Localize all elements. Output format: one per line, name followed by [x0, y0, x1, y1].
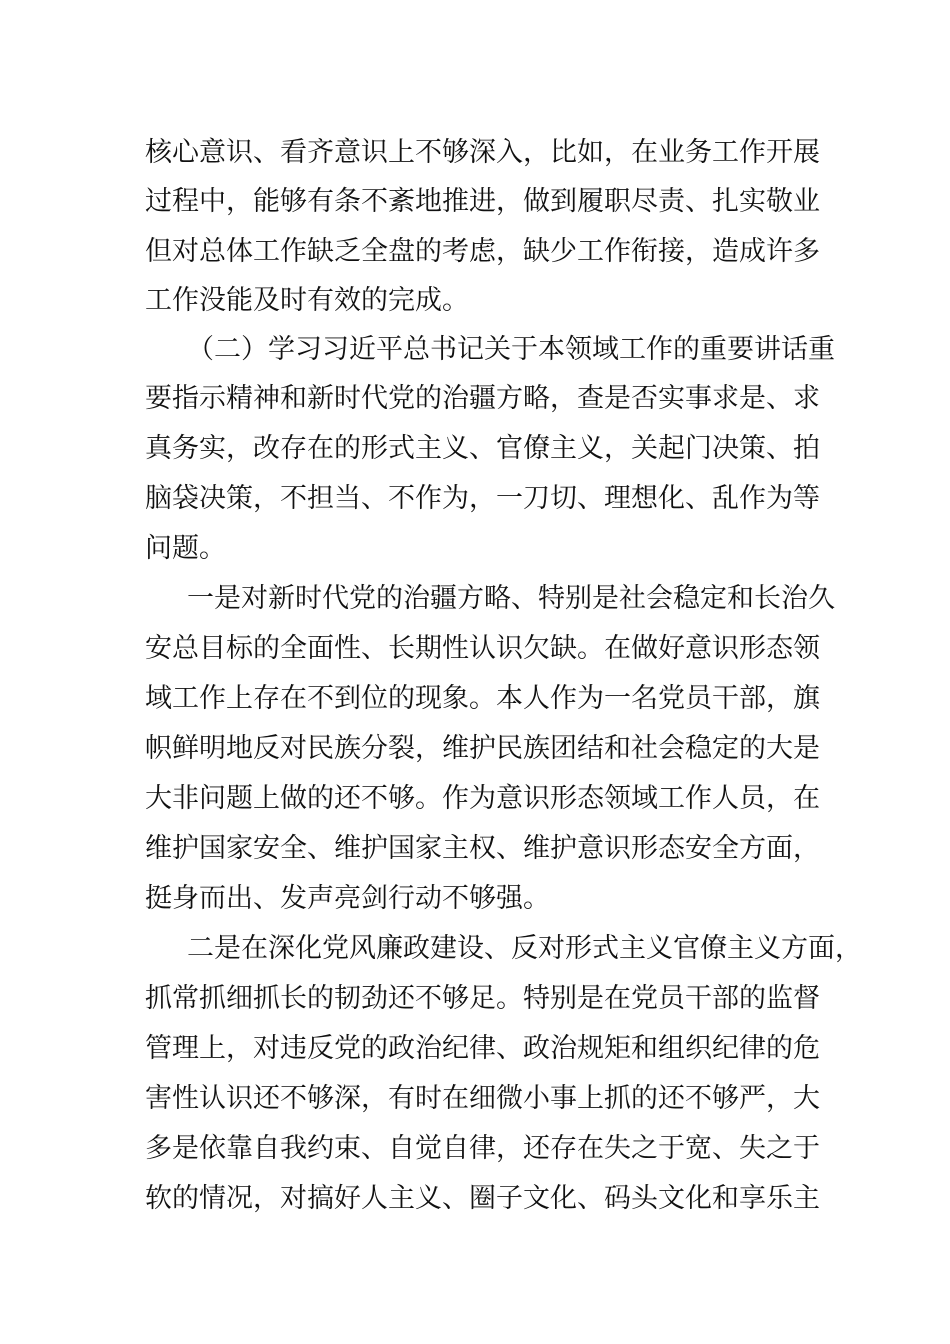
text-line: 过程中，能够有条不紊地推进，做到履职尽责、扎实敬业 — [145, 186, 820, 217]
text-line: 大非问题上做的还不够。作为意识形态领域工作人员，在 — [145, 783, 820, 814]
text-line: 维护国家安全、维护国家主权、维护意识形态安全方面， — [145, 833, 820, 864]
text-line: 工作没能及时有效的完成。 — [145, 285, 469, 316]
text-line: 管理上，对违反党的政治纪律、政治规矩和组织纪律的危 — [145, 1033, 820, 1064]
text-line: 问题。 — [145, 533, 226, 564]
section-heading: （二）学习习近平总书记关于本领域工作的重要讲话重 — [187, 334, 835, 365]
text-line: 脑袋决策，不担当、不作为，一刀切、理想化、乱作为等 — [145, 483, 820, 514]
text-line: 帜鲜明地反对民族分裂，维护民族团结和社会稳定的大是 — [145, 733, 820, 764]
text-line: 安总目标的全面性、长期性认识欠缺。在做好意识形态领 — [145, 633, 820, 664]
text-line: 挺身而出、发声亮剑行动不够强。 — [145, 883, 550, 914]
paragraph-start: 二是在深化党风廉政建设、反对形式主义官僚主义方面， — [187, 933, 862, 964]
text-line: 真务实，改存在的形式主义、官僚主义，关起门决策、拍 — [145, 433, 820, 464]
text-line: 害性认识还不够深，有时在细微小事上抓的还不够严，大 — [145, 1083, 820, 1114]
text-line: 但对总体工作缺乏全盘的考虑，缺少工作衔接，造成许多 — [145, 236, 820, 267]
text-line: 域工作上存在不到位的现象。本人作为一名党员干部，旗 — [145, 683, 820, 714]
text-line: 核心意识、看齐意识上不够深入，比如，在业务工作开展 — [145, 137, 820, 168]
text-line: 软的情况，对搞好人主义、圈子文化、码头文化和享乐主 — [145, 1183, 820, 1214]
paragraph-start: 一是对新时代党的治疆方略、特别是社会稳定和长治久 — [187, 583, 835, 614]
text-line: 要指示精神和新时代党的治疆方略，查是否实事求是、求 — [145, 383, 820, 414]
text-line: 抓常抓细抓长的韧劲还不够足。特别是在党员干部的监督 — [145, 983, 820, 1014]
text-line: 多是依靠自我约束、自觉自律，还存在失之于宽、失之于 — [145, 1133, 820, 1164]
